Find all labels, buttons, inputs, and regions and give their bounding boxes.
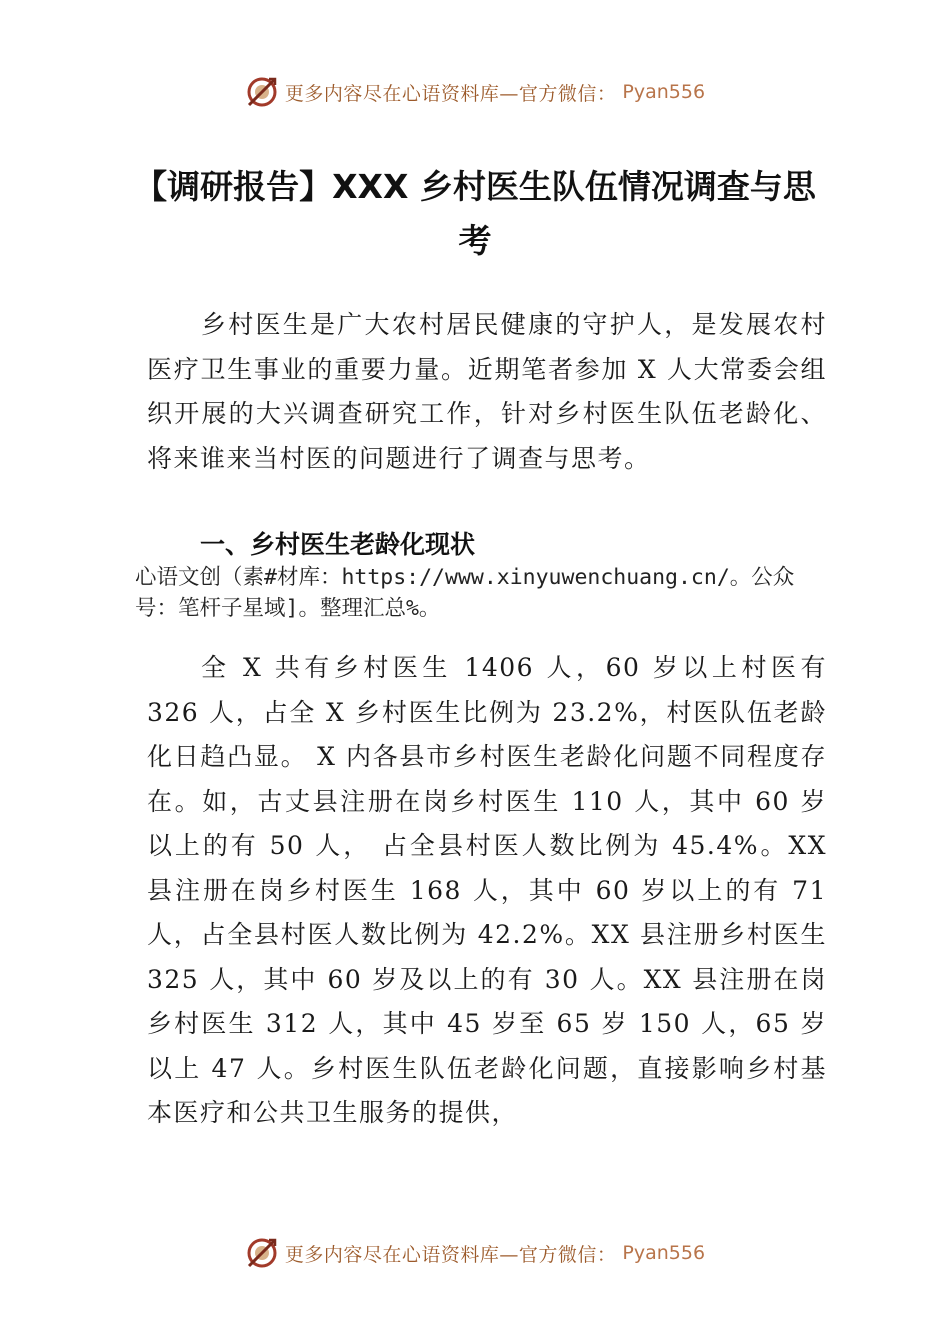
body-paragraph: 全 X 共有乡村医生 1406 人，60 岁以上村医有 326 人，占全 X 乡村医生比例为 23.2%，村医队伍老龄化日趋凸显。 X 内各县市乡村医生老龄化问题不同程度存在。如，古丈县注册在岗乡村医生 110 人，其中 60 岁以上的有 50 人， 占全县村医人数比例为 45.4%。XX 县注册在岗乡村医生 168 人，其中 60 岁以上的有 71 人，占全县村医人数比例为 42.2%。XX 县注册乡村医生 325 人，其中 60 岁及以上的有 30 人。XX 县注册在岗乡村医生 312 人，其中 45 岁至 65 岁 150 人，65 岁以上 47 人。乡村医生队伍老龄化问题，直接影响乡村基本医疗和公共卫生服务的提供， (147, 653, 827, 1127)
watermark-wechat-id: Pyan556 (622, 1242, 706, 1264)
watermark-text: 更多内容尽在心语资料库—官方微信： (284, 82, 617, 105)
intro-paragraph: 乡村医生是广大农村居民健康的守护人，是发展农村医疗卫生事业的重要力量。近期笔者参加 X 人大常委会组织开展的大兴调查研究工作，针对乡村医生队伍老龄化、将来谁来当村医的问题进行了调查与思考。 (147, 310, 827, 473)
source-note: 心语文创（素#材库：https://www.xinyuwenchuang.cn/。公众号：笔杆子星域]。整理汇总%。 (135, 565, 795, 621)
section-heading: 一、乡村医生老龄化现状 (200, 530, 476, 559)
watermark-text: 更多内容尽在心语资料库—官方微信： (284, 1243, 617, 1266)
document-title: 【调研报告】XXX 乡村医生队伍情况调查与思考 (134, 167, 816, 260)
brand-logo-icon (245, 75, 279, 109)
header-watermark (0, 72, 950, 112)
watermark-wechat-id: Pyan556 (622, 81, 706, 103)
brand-logo-icon (245, 1236, 279, 1270)
footer-watermark (0, 1233, 950, 1273)
